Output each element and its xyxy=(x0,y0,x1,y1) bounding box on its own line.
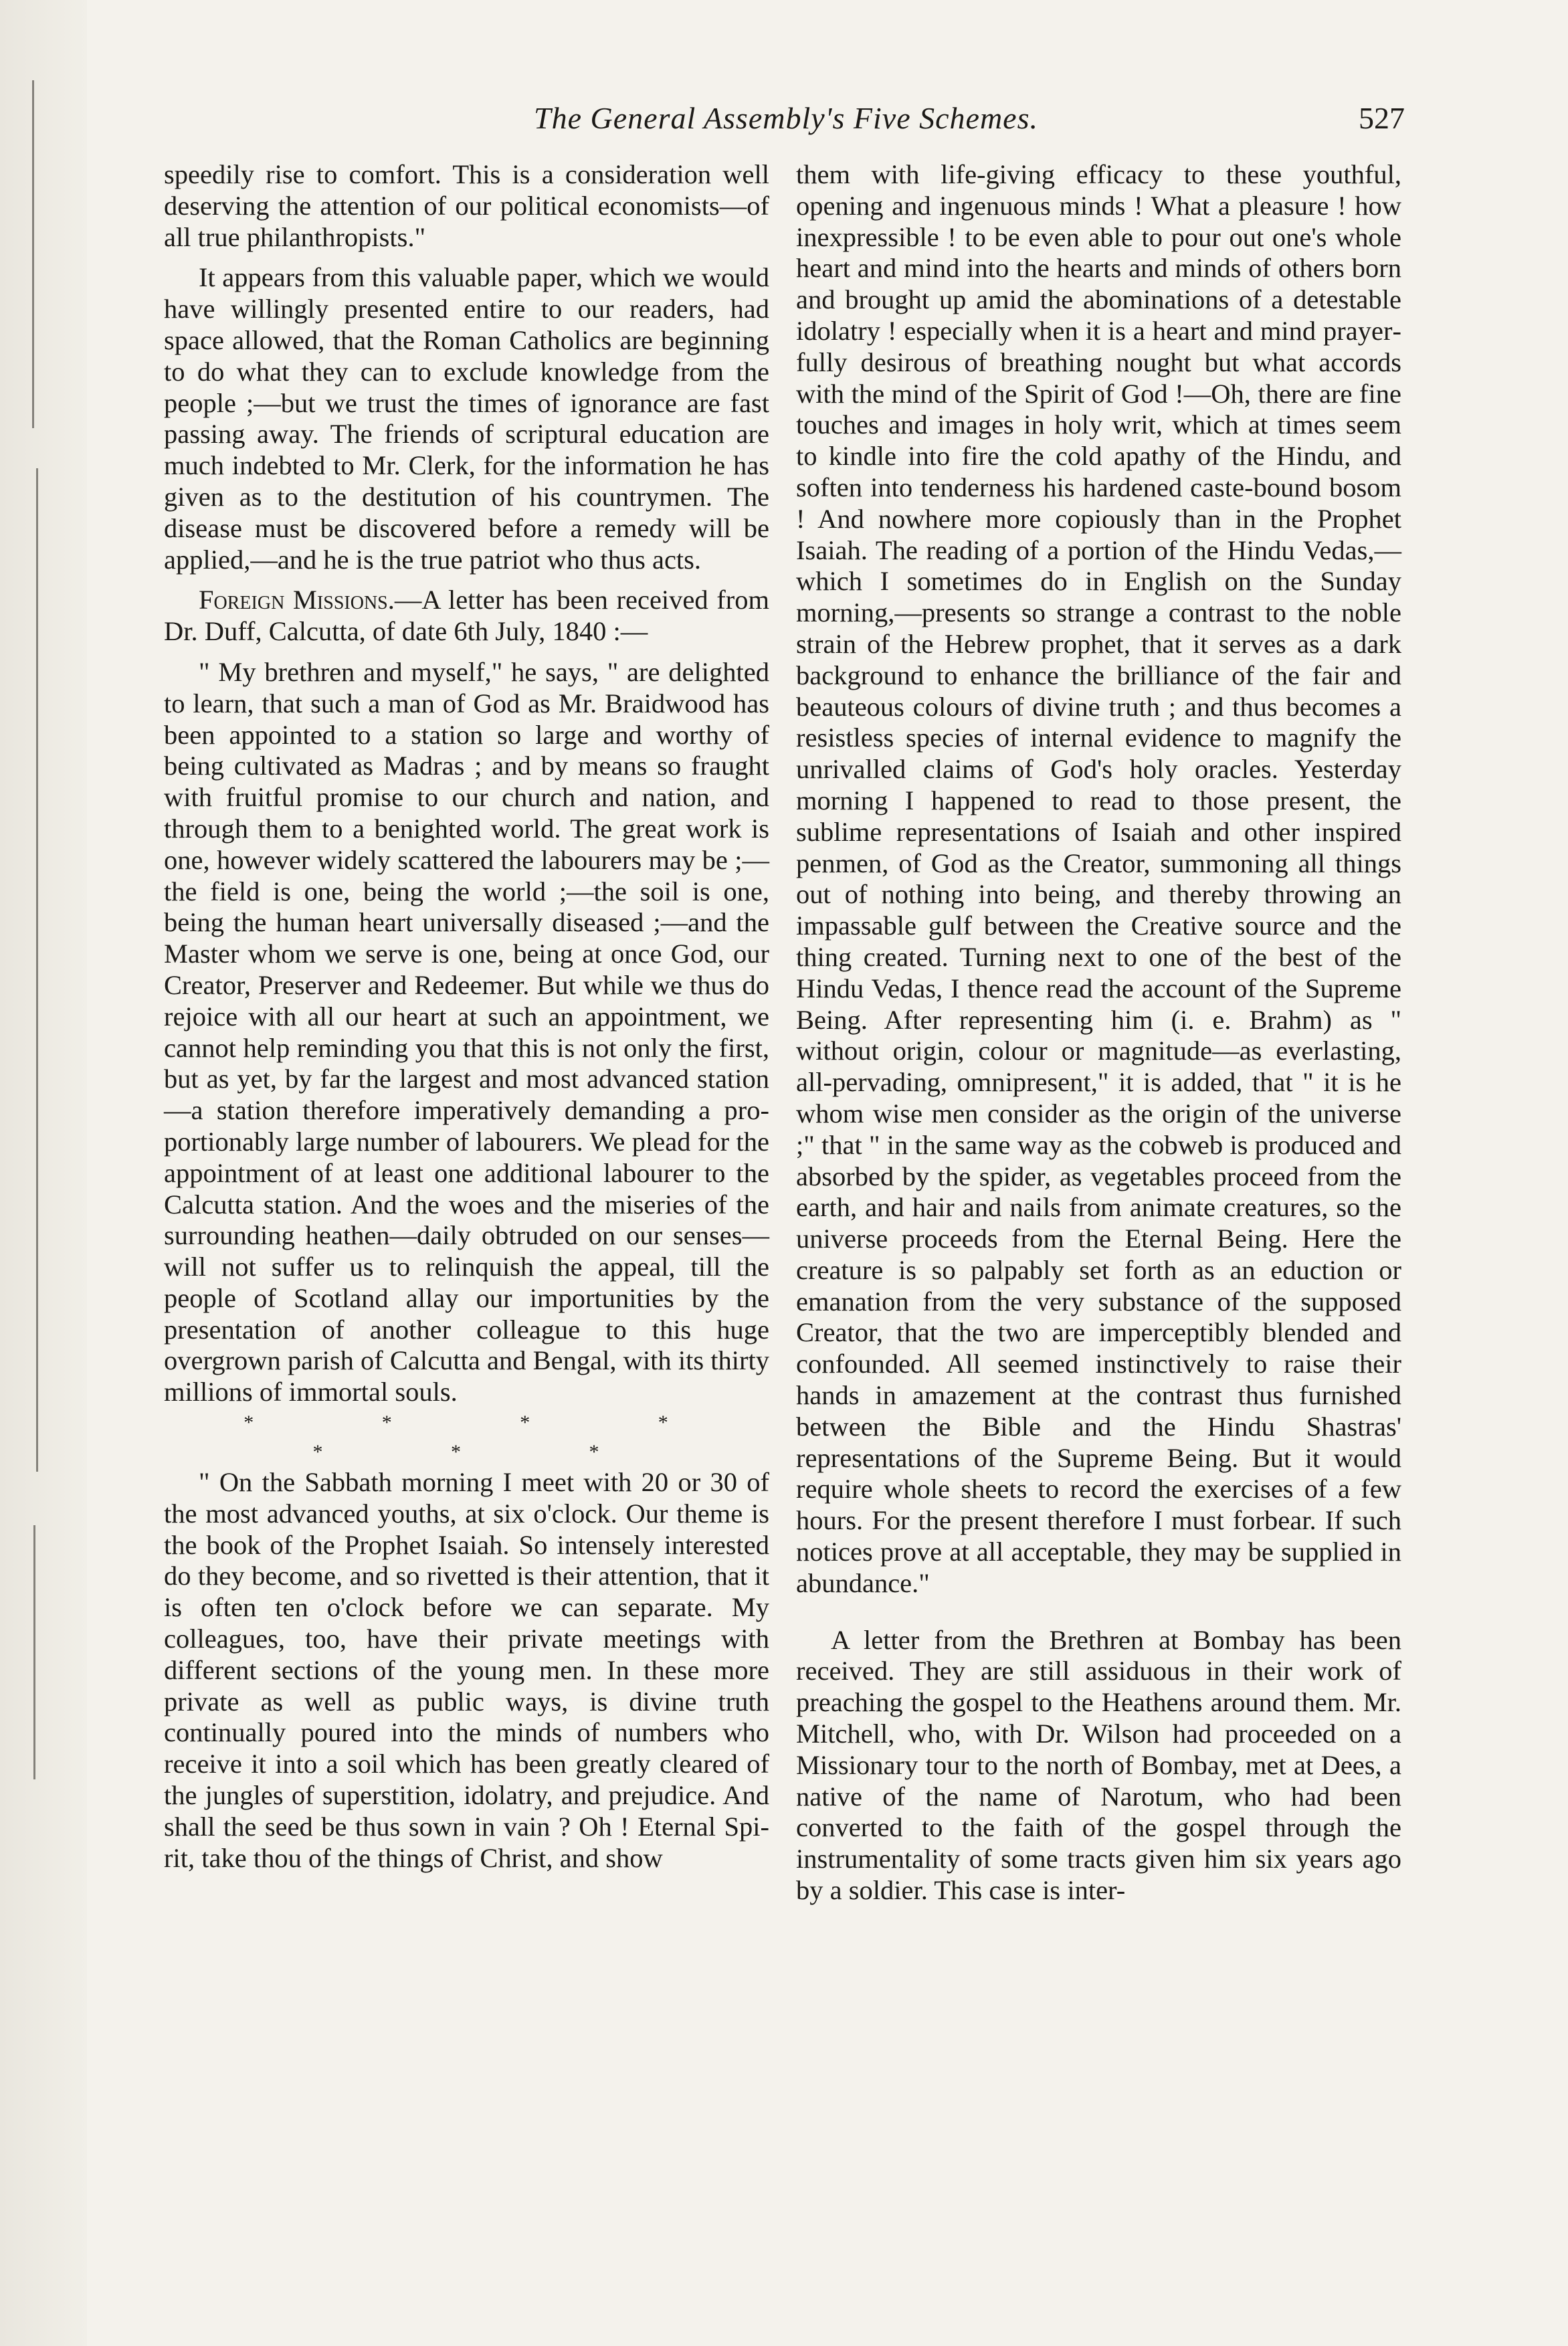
page-margin xyxy=(0,0,87,2346)
paragraph xyxy=(164,585,769,648)
quoted-letter-continued: them with life-giving efficacy to these youthful, opening and ingenuous minds ! What a pleasure ! how inexpressible ! to be even able to pour out one's whole heart and mind into the hearts and minds of others born and brought up amid the abominations of a detestable idolatry ! especially when it is a heart and mind prayerfully desirous of breathing nought but what accords with the mind of the Spirit of God !—Oh, there are fine touches and images in holy writ, which at times seem to kindle into fire the cold apathy of the Hindu, and soften into tenderness his hardened caste-bound bosom ! And nowhere more copiously than in the Prophet Isaiah. The reading of a portion of the Hindu Vedas,—which I sometimes do in English on the Sunday morning,—presents so strange a contrast to the noble strain of the Hebrew prophet, that it serves as a dark background to enhance the brilliance of the fair and beauteous colours of divine truth ; and thus becomes a resistless species of internal evidence to magnify the unrivalled claims of God's holy oracles. Yesterday morning I happened to read to those present, the sublime representations of Isaiah and other inspired penmen, of God as the Creator, summoning all things out of nothing into being, and thereby throwing an impassable gulf between the Creative source and the thing created. Turning next to one of the best of the Hindu Vedas, I thence read the account of the Supreme Being. After representing him (i. e. Brahm) as " without origin, colour or magnitude—as everlasting, all-pervading, omnipresent," it is added, that " it is he whom wise men consider as the origin of the universe ;" that " in the same way as the cobweb is produced and absorbed by the spider, as vegetables proceed from the earth, and hair and nails from animate creatures, so the universe proceeds from the Eternal Being. Here the creature is so palpably set forth as an eduction or emanation from the very substance of the supposed Creator, that the two are imperceptibly blended and confounded. All seemed instinctively to raise their hands in amazement at the contrast thus furnished between the Bible and the Hindu Shastras' representations of the Supreme Being. But it would require whole sheets to record the exercises of a few hours. For the present therefore I must forbear. If such notices prove at all acceptable, they may be supplied in abundance." xyxy=(796,159,1401,1598)
running-head xyxy=(167,100,1405,147)
section-heading: Foreign Missions. xyxy=(199,585,395,615)
right-column xyxy=(796,159,1401,1907)
paragraph: A letter from the Brethren at Bombay has been received. They are still assiduous in their work of preaching the gospel to the Heathens around them. Mr. Mitchell, who, with Dr. Wilson had proceeded on a Missionary tour to the north of Bombay, met at Dees, a native of the name of Narotum, who had been converted to the faith of the gospel through the instrumentality of some tracts given him six years ago by a soldier. This case is inter- xyxy=(796,1624,1401,1906)
section-break-stars: * * * * * * * xyxy=(243,1411,730,1464)
margin-binding-line xyxy=(36,468,38,1472)
paragraph-text: —A letter has been received from Dr. Duff, Calcutta, of date 6th July, 1840 :— xyxy=(164,585,769,647)
paragraph: It appears from this valuable paper, which we would have willingly presented entire to our readers, had space allowed, that the Roman Catholics are beginning to do what they can to exclude knowledge from the people ;—but we trust the times of ignorance are fast passing away. The friends of scriptural education are much indebted to Mr. Clerk, for the information he has given as to the destitution of his countrymen. The disease must be discovered before a remedy will be applied,—and he is the true patriot who thus acts. xyxy=(164,262,769,575)
paragraph: speedily rise to comfort. This is a consideration well deserving the attention of our political economists—of all true philanthropists." xyxy=(164,159,769,252)
left-column xyxy=(164,159,769,1874)
page-number: 527 xyxy=(1359,101,1405,135)
margin-binding-line xyxy=(33,1525,35,1779)
margin-binding-line xyxy=(32,80,34,428)
quoted-letter: " On the Sabbath morning I meet with 20 or 30 of the most advanced youths, at six o'clock. Our theme is the book of the Prophet Isaiah. So intensely interested do they become, and so rivetted is their attention, that it is often ten o'clock before we can separate. My colleagues, too, have their private meetings with different sections of the young men. In these more private as well as public ways, is divine truth continually poured into the minds of numbers who receive it into a soil which has been greatly cleared of the jungles of superstition, idolatry, and prejudice. And shall the seed be thus sown in vain ? Oh ! Eternal Spirit, take thou of the things of Christ, and show xyxy=(164,1467,769,1873)
running-title: The General Assembly's Five Schemes. xyxy=(534,101,1038,135)
quoted-letter: " My brethren and myself," he says, " are delighted to learn, that such a man of God as Mr. Braidwood has been appointed to a station so large and worthy of being cultivated as Madras ; and by means so fraught with fruitful promise to our church and nation, and through them to a benighted world. The great work is one, however widely scattered the labourers may be ;—the field is one, being the world ;—the soil is one, being the human heart universally diseased ;—and the Master whom we serve is one, being at once God, our Creator, Preserver and Redeemer. But while we thus do rejoice with all our heart at such an appointment, we cannot help reminding you that this is not only the first, but as yet, by far the largest and most advanced station—a station therefore imperatively demanding a proportionably large number of labourers. We plead for the appointment of at least one additional labourer to the Calcutta station. And the woes and the miseries of the surrounding heathen—daily obtruded on our senses—will not suffer us to relinquish the appeal, till the people of Scotland allay our importunities by the presentation of another colleague to this huge overgrown parish of Calcutta and Bengal, with its thirty millions of immortal souls. xyxy=(164,656,769,1407)
